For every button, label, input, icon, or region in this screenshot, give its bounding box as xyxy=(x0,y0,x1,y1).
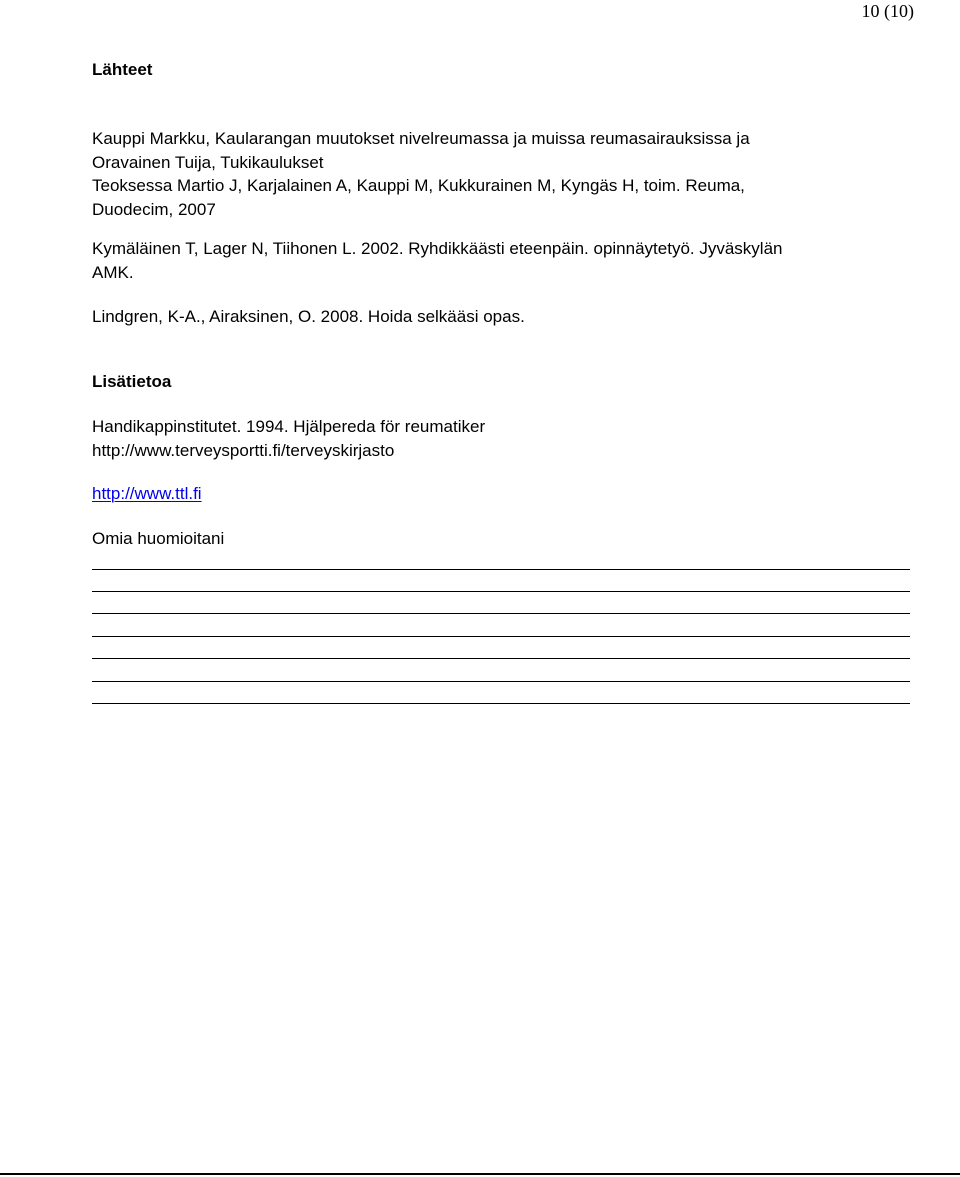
reference-line: Oravainen Tuija, Tukikaulukset xyxy=(92,152,324,172)
reference-line: Lindgren, K-A., Airaksinen, O. 2008. Hoida selkääsi opas. xyxy=(92,307,525,326)
notes-label: Omia huomioitani xyxy=(92,529,225,548)
reference-line: Teoksessa Martio J, Karjalainen A, Kauppi M, Kukkurainen M, Kyngäs H, toim. Reuma, xyxy=(92,176,745,195)
note-writing-line xyxy=(92,591,910,592)
more-info-heading: Lisätietoa xyxy=(92,372,172,391)
reference-line: Kymäläinen T, Lager N, Tiihonen L. 2002. Ryhdikkäästi eteenpäin. opinnäytetyö. Jyväskylän xyxy=(92,239,783,258)
reference-line: Duodecim, 2007 xyxy=(92,199,216,219)
reference-lindgren xyxy=(92,305,892,329)
page-number: 10 (10) xyxy=(861,1,914,21)
ttl-link[interactable]: http://www.ttl.fi xyxy=(92,484,202,503)
note-writing-line xyxy=(92,658,910,659)
reference-line: AMK. xyxy=(92,262,134,282)
more-info-link-block xyxy=(92,482,892,506)
notes-section xyxy=(92,527,892,551)
info-item: Handikappinstitutet. 1994. Hjälpereda för reumatiker xyxy=(92,417,486,436)
note-writing-line xyxy=(92,613,910,614)
reference-kymalainen xyxy=(92,237,892,284)
info-item-url: http://www.terveysportti.fi/terveyskirjasto xyxy=(92,440,395,460)
sources-heading: Lähteet xyxy=(92,60,153,79)
note-writing-line xyxy=(92,703,910,704)
note-writing-line xyxy=(92,569,910,570)
note-writing-line xyxy=(92,636,910,637)
more-info-list xyxy=(92,415,892,462)
footer-rule xyxy=(0,1173,960,1175)
note-writing-line xyxy=(92,681,910,682)
reference-line: Kauppi Markku, Kaularangan muutokset nivelreumassa ja muissa reumasairauksissa ja xyxy=(92,129,750,148)
reference-kauppi xyxy=(92,127,892,221)
